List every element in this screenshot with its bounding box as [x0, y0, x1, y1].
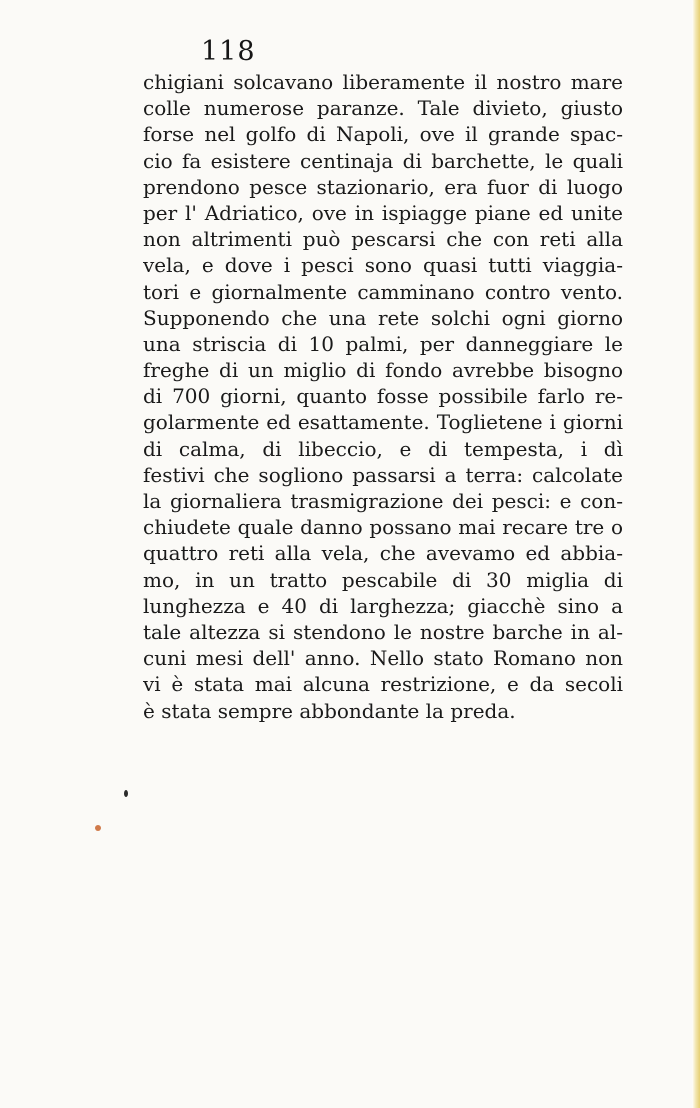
- text-line: vela, e dove i pesci sono quasi tutti viaggia-: [143, 253, 623, 278]
- text-line: la giornaliera trasmigrazione dei pesci: e con-: [143, 489, 623, 513]
- text-line: festivi che sogliono passarsi a terra: calcolate: [143, 462, 623, 487]
- text-line: chigiani solcavano liberamente il nostro mare: [143, 70, 623, 94]
- ink-speck: [95, 825, 101, 831]
- text-line: per l' Adriatico, ove in ispiagge piane ed unite: [143, 200, 623, 225]
- text-line: di calma, di libeccio, e di tempesta, i dì: [143, 436, 623, 461]
- text-line: cuni mesi dell' anno. Nello stato Romano non: [143, 646, 623, 671]
- text-line: forse nel golfo di Napoli, ove il grande spac-: [143, 122, 623, 147]
- text-line: tale altezza si stendono le nostre barche in al-: [143, 619, 623, 644]
- text-line: golarmente ed esattamente. Toglietene i giorni: [143, 410, 623, 435]
- text-line: Supponendo che una rete solchi ogni giorno: [143, 305, 623, 330]
- text-line: lunghezza e 40 di larghezza; giacchè sino a: [143, 593, 623, 618]
- page-edge: [692, 0, 700, 1108]
- text-line: vi è stata mai alcuna restrizione, e da secoli: [143, 672, 623, 697]
- text-line: di 700 giorni, quanto fosse possibile farlo re-: [143, 384, 623, 409]
- text-line: prendono pesce stazionario, era fuor di luogo: [143, 174, 623, 199]
- text-line-last: è stata sempre abbondante la preda.: [143, 698, 516, 723]
- text-line: freghe di un miglio di fondo avrebbe bisogno: [143, 358, 623, 383]
- text-line: non altrimenti può pescarsi che con reti alla: [143, 227, 623, 252]
- text-line: quattro reti alla vela, che avevamo ed abbia-: [143, 541, 623, 566]
- text-line: mo, in un tratto pescabile di 30 miglia di: [143, 567, 623, 592]
- text-line: chiudete quale danno possano mai recare tre o: [143, 515, 623, 540]
- text-line: tori e giornalmente camminano contro vento.: [143, 279, 623, 304]
- text-line: una striscia di 10 palmi, per danneggiare le: [143, 331, 623, 356]
- page-number: 118: [201, 36, 256, 67]
- text-line: cio fa esistere centinaja di barchette, le quali: [143, 148, 623, 173]
- body-text: [143, 69, 623, 724]
- text-line: colle numerose paranze. Tale divieto, giusto: [143, 96, 623, 121]
- ink-speck: [124, 790, 128, 797]
